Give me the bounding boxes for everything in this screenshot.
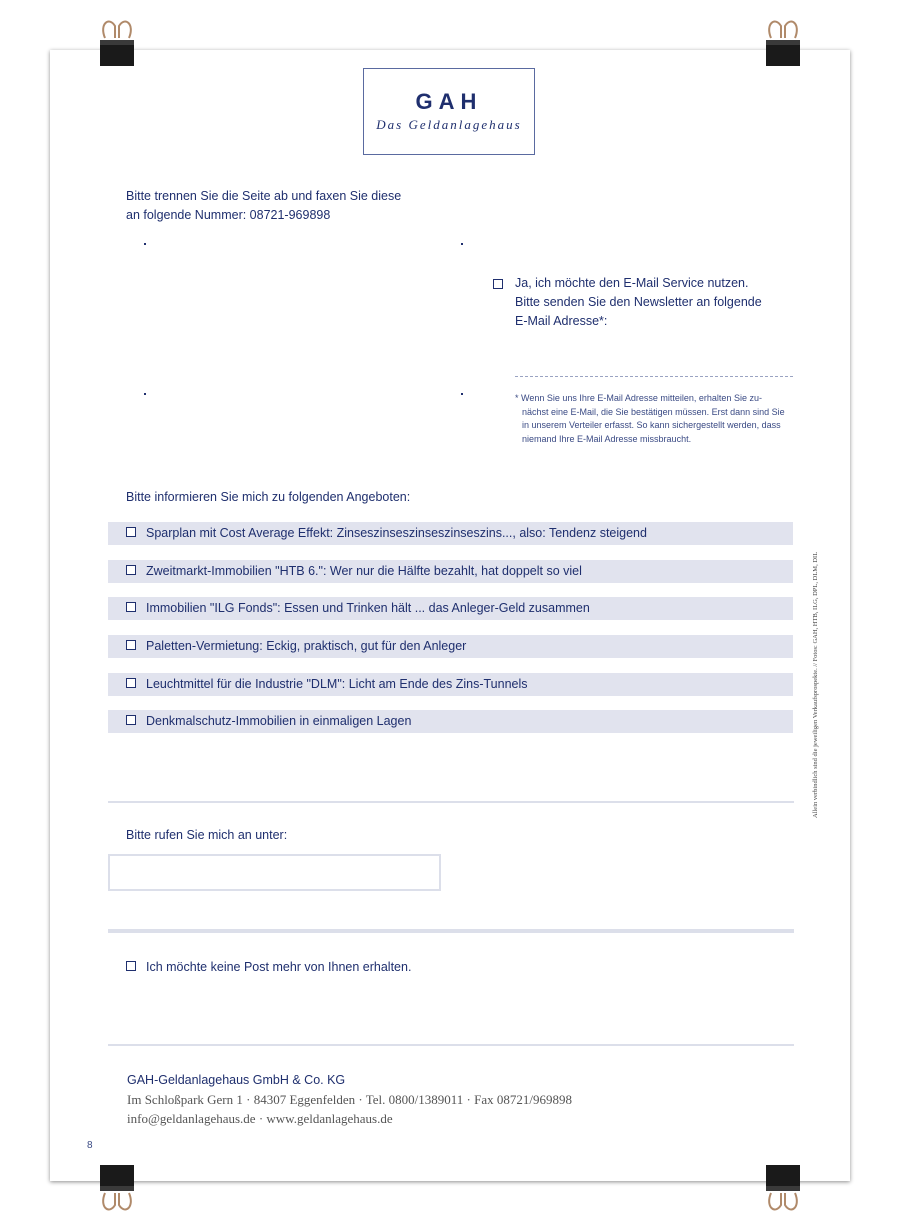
footnote-line: niemand Ihre E-Mail Adresse missbraucht. xyxy=(522,433,692,444)
phone-label: Bitte rufen Sie mich an unter: xyxy=(126,828,288,842)
intro-line-2: an folgende Nummer: 08721-969898 xyxy=(126,208,331,222)
address-field-corner-marker xyxy=(144,243,146,245)
address-field-corner-marker xyxy=(144,393,146,395)
offer-row[interactable] xyxy=(108,673,793,696)
offer-label: Paletten-Vermietung: Eckig, praktisch, gut für den Anleger xyxy=(146,639,467,653)
offer-label: Leuchtmittel für die Industrie "DLM": Licht am Ende des Zins-Tunnels xyxy=(146,677,528,691)
footnote-line: * Wenn Sie uns Ihre E-Mail Adresse mitteilen, erhalten Sie zu- xyxy=(515,393,762,403)
email-address-line xyxy=(515,376,793,377)
section-divider xyxy=(108,1044,794,1046)
footnote-line: nächst eine E-Mail, die Sie bestätigen müssen. Erst dann sind Sie xyxy=(522,406,785,417)
offers-heading: Bitte informieren Sie mich zu folgenden Angeboten: xyxy=(126,490,411,504)
email-service-checkbox[interactable] xyxy=(493,279,503,289)
phone-input[interactable] xyxy=(108,854,441,891)
offer-row[interactable] xyxy=(108,710,793,733)
page-number: 8 xyxy=(87,1140,93,1151)
offer-checkbox[interactable] xyxy=(126,527,136,537)
binder-clip-top-left-icon xyxy=(97,16,137,68)
no-mail-label: Ich möchte keine Post mehr von Ihnen erhalten. xyxy=(146,960,412,974)
legal-side-note: Allein verbindlich sind die jeweiligen Verkaufsprospekte. // Fotos: GAH, HTB, ILG, DPL, DLM, DIL xyxy=(812,551,819,818)
offer-label: Immobilien "ILG Fonds": Essen und Trinken hält ... das Anleger-Geld zusammen xyxy=(146,601,590,615)
offer-checkbox[interactable] xyxy=(126,565,136,575)
email-service-label: Ja, ich möchte den E-Mail Service nutzen. xyxy=(515,276,749,290)
logo-wordmark: GAH xyxy=(415,89,483,114)
footer-contact: info@geldanlagehaus.de · www.geldanlagehaus.de xyxy=(127,1111,393,1126)
footer-company: GAH-Geldanlagehaus GmbH & Co. KG xyxy=(127,1073,346,1087)
intro-line-1: Bitte trennen Sie die Seite ab und faxen Sie diese xyxy=(126,189,402,203)
footer-address: Im Schloßpark Gern 1 · 84307 Eggenfelden · Tel. 0800/1389011 · Fax 08721/969898 xyxy=(127,1092,572,1107)
email-footnote xyxy=(515,392,797,446)
email-address-label: E-Mail Adresse*: xyxy=(515,314,608,328)
footnote-line: in unserem Verteiler erfasst. So kann sichergestellt werden, dass xyxy=(522,420,781,430)
email-service-text: Bitte senden Sie den Newsletter an folgende xyxy=(515,295,762,309)
binder-clip-top-right-icon xyxy=(763,16,803,68)
email-address-input[interactable] xyxy=(515,345,793,375)
offer-checkbox[interactable] xyxy=(126,715,136,725)
offer-label: Sparplan mit Cost Average Effekt: Zinseszinseszinseszinseszins..., also: Tendenz steigend xyxy=(146,526,647,540)
offer-label: Denkmalschutz-Immobilien in einmaligen Lagen xyxy=(146,714,412,728)
offer-row[interactable] xyxy=(108,635,793,658)
section-divider xyxy=(108,801,794,803)
offer-row[interactable] xyxy=(108,597,793,620)
gah-logo xyxy=(363,68,535,155)
offer-checkbox[interactable] xyxy=(126,640,136,650)
address-field-corner-marker xyxy=(461,243,463,245)
binder-clip-bottom-right-icon xyxy=(763,1163,803,1215)
binder-clip-bottom-left-icon xyxy=(97,1163,137,1215)
offer-label: Zweitmarkt-Immobilien "HTB 6.": Wer nur die Hälfte bezahlt, hat doppelt so viel xyxy=(146,564,582,578)
address-field-corner-marker xyxy=(461,393,463,395)
offer-checkbox[interactable] xyxy=(126,602,136,612)
offer-checkbox[interactable] xyxy=(126,678,136,688)
offer-row[interactable] xyxy=(108,522,793,545)
section-divider xyxy=(108,929,794,933)
offer-row[interactable] xyxy=(108,560,793,583)
logo-tagline: Das Geldanlagehaus xyxy=(376,117,522,132)
no-mail-checkbox[interactable] xyxy=(126,961,136,971)
